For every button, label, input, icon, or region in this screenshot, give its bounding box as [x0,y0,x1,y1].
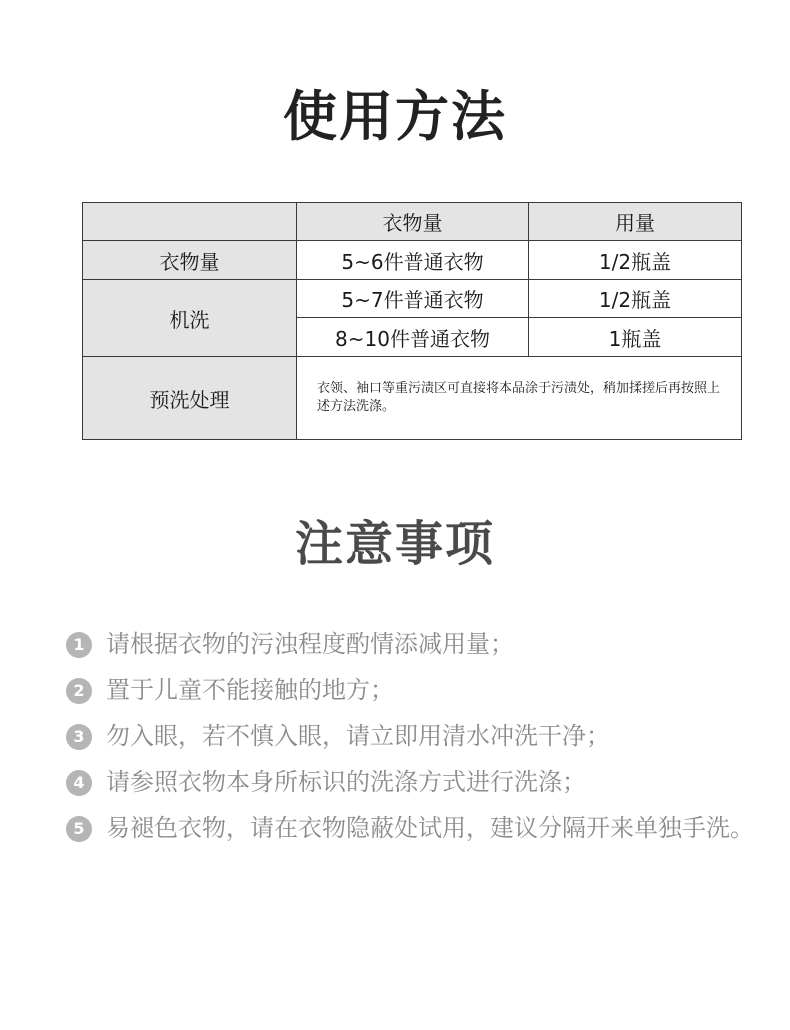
note-text: 勿入眼，若不慎入眼，请立即用清水冲洗干净； [106,722,610,750]
dose-cell: 1/2瓶盖 [529,280,742,318]
notes-list [66,621,766,851]
list-item [66,667,766,713]
row-label-machine-wash: 机洗 [83,280,297,357]
table-row [83,357,742,440]
note-text: 请根据衣物的污浊程度酌情添减用量； [106,630,514,658]
number-badge: 2 [66,678,92,704]
header-dosage: 用量 [529,203,742,241]
number-badge: 5 [66,816,92,842]
row-label-clothing-amount: 衣物量 [83,241,297,280]
list-item [66,759,766,805]
list-item [66,621,766,667]
number-badge: 1 [66,632,92,658]
number-badge: 4 [66,770,92,796]
dose-cell: 1瓶盖 [529,318,742,357]
load-cell: 5~7件普通衣物 [297,280,529,318]
list-item [66,805,766,851]
number-badge: 3 [66,724,92,750]
list-item [66,713,766,759]
table-corner-cell [83,203,297,241]
load-cell: 8~10件普通衣物 [297,318,529,357]
dose-cell: 1/2瓶盖 [529,241,742,280]
prewash-description: 衣领、袖口等重污渍区可直接将本品涂于污渍处，稍加揉搓后再按照上述方法洗涤。 [297,357,742,440]
header-clothing-amount: 衣物量 [297,203,529,241]
note-text: 置于儿童不能接触的地方； [106,676,394,704]
load-cell: 5~6件普通衣物 [297,241,529,280]
table-header-row [83,203,742,241]
notes-title: 注意事项 [294,516,495,572]
usage-table [82,202,742,440]
note-text: 易褪色衣物，请在衣物隐蔽处试用，建议分隔开来单独手洗。 [106,814,754,842]
usage-title: 使用方法 [283,85,507,148]
row-label-prewash: 预洗处理 [83,357,297,440]
note-text: 请参照衣物本身所标识的洗涤方式进行洗涤； [106,768,586,796]
table-row [83,280,742,318]
table-row [83,241,742,280]
